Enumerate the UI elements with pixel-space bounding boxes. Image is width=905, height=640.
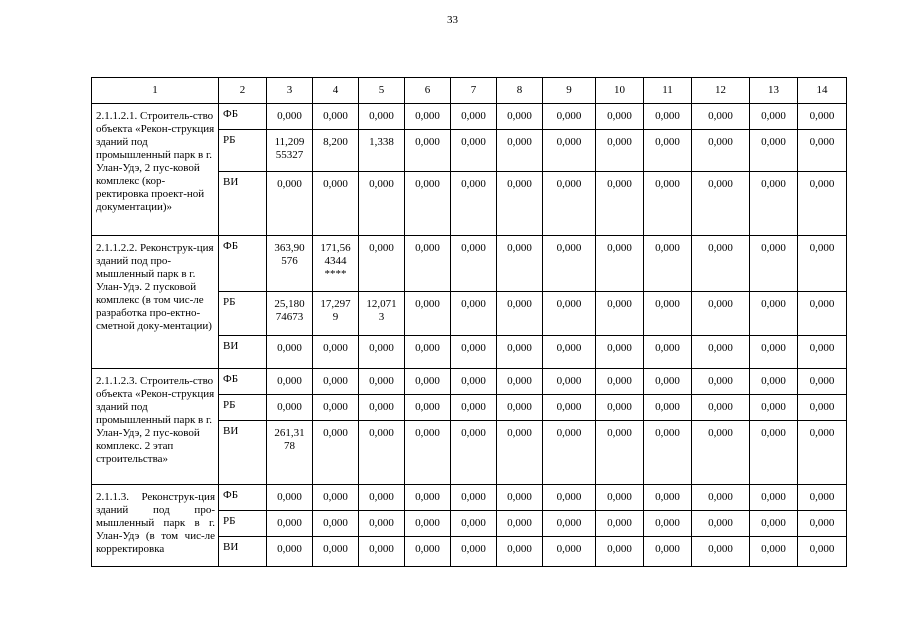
column-header: 1 xyxy=(92,78,219,104)
value-cell: 0,000 xyxy=(313,172,359,236)
value-cell: 0,000 xyxy=(405,172,451,236)
value-cell: 0,000 xyxy=(497,292,543,336)
value-cell: 0,000 xyxy=(359,485,405,511)
value-cell: 0,000 xyxy=(644,172,692,236)
column-header: 6 xyxy=(405,78,451,104)
value-cell: 0,000 xyxy=(644,236,692,292)
value-cell: 0,000 xyxy=(798,130,847,172)
value-cell: 0,000 xyxy=(543,537,596,567)
value-cell: 0,000 xyxy=(359,537,405,567)
value-cell: 0,000 xyxy=(543,336,596,369)
column-header: 8 xyxy=(497,78,543,104)
column-header: 3 xyxy=(267,78,313,104)
value-cell: 0,000 xyxy=(267,485,313,511)
value-cell: 0,000 xyxy=(692,130,750,172)
value-cell xyxy=(267,292,313,336)
value-cell: 0,000 xyxy=(359,172,405,236)
value-cell: 0,000 xyxy=(692,172,750,236)
value-cell: 0,000 xyxy=(692,236,750,292)
value-cell: 0,000 xyxy=(451,130,497,172)
value-cell: 0,000 xyxy=(750,511,798,537)
value-cell: 0,000 xyxy=(750,485,798,511)
value-line: 171,56 xyxy=(320,242,351,254)
column-header: 5 xyxy=(359,78,405,104)
value-cell: 0,000 xyxy=(692,292,750,336)
value-line: 4344 xyxy=(324,255,347,267)
value-cell: 0,000 xyxy=(644,130,692,172)
value-cell: 0,000 xyxy=(313,395,359,421)
value-cell: 0,000 xyxy=(596,236,644,292)
funding-source: ВИ xyxy=(219,172,267,236)
value-cell xyxy=(313,236,359,292)
value-line: 363,90 xyxy=(274,242,305,254)
column-header: 2 xyxy=(219,78,267,104)
value-cell: 0,000 xyxy=(359,104,405,130)
value-cell: 0,000 xyxy=(405,395,451,421)
value-cell: 0,000 xyxy=(798,421,847,485)
value-cell: 0,000 xyxy=(692,485,750,511)
value-line: 261,31 xyxy=(274,427,305,439)
funding-source: РБ xyxy=(219,292,267,336)
value-cell: 0,000 xyxy=(644,336,692,369)
column-header: 14 xyxy=(798,78,847,104)
value-cell: 0,000 xyxy=(405,511,451,537)
value-cell: 0,000 xyxy=(497,511,543,537)
funding-source: ФБ xyxy=(219,369,267,395)
value-cell: 0,000 xyxy=(359,369,405,395)
value-cell: 0,000 xyxy=(497,421,543,485)
value-cell: 0,000 xyxy=(359,336,405,369)
value-line: 55327 xyxy=(275,149,304,161)
value-cell: 0,000 xyxy=(750,172,798,236)
value-cell: 0,000 xyxy=(543,485,596,511)
column-header: 4 xyxy=(313,78,359,104)
value-line: 78 xyxy=(284,440,295,452)
value-cell: 0,000 xyxy=(497,395,543,421)
value-cell: 0,000 xyxy=(798,537,847,567)
value-cell: 0,000 xyxy=(451,485,497,511)
value-cell: 0,000 xyxy=(267,395,313,421)
value-cell: 1,338 xyxy=(359,130,405,172)
value-cell: 0,000 xyxy=(644,369,692,395)
value-cell: 0,000 xyxy=(497,369,543,395)
value-cell: 0,000 xyxy=(543,421,596,485)
value-cell: 0,000 xyxy=(596,421,644,485)
value-cell: 0,000 xyxy=(451,511,497,537)
value-cell: 0,000 xyxy=(692,511,750,537)
column-header: 11 xyxy=(644,78,692,104)
column-header: 13 xyxy=(750,78,798,104)
value-line: 11,209 xyxy=(274,136,305,148)
value-cell: 0,000 xyxy=(692,336,750,369)
funding-source: ФБ xyxy=(219,236,267,292)
value-cell: 0,000 xyxy=(644,485,692,511)
funding-source: ФБ xyxy=(219,104,267,130)
value-cell: 0,000 xyxy=(451,369,497,395)
column-header: 7 xyxy=(451,78,497,104)
value-cell: 0,000 xyxy=(596,172,644,236)
value-cell: 0,000 xyxy=(644,537,692,567)
funding-source: ВИ xyxy=(219,336,267,369)
funding-source: ВИ xyxy=(219,421,267,485)
value-line: 576 xyxy=(281,255,298,267)
item-label: 2.1.1.2.1. Строитель-ство объекта «Рекон-струкция зданий под промышленный парк в г. Улан-Удэ, 2 пус-ковой комплекс (кор-ректировка проект-ной документации)» xyxy=(92,104,219,236)
value-cell: 0,000 xyxy=(692,104,750,130)
value-cell: 0,000 xyxy=(798,236,847,292)
funding-source: РБ xyxy=(219,511,267,537)
column-header: 10 xyxy=(596,78,644,104)
value-cell: 0,000 xyxy=(798,104,847,130)
column-header: 12 xyxy=(692,78,750,104)
value-cell: 0,000 xyxy=(451,292,497,336)
value-cell xyxy=(267,130,313,172)
value-cell: 0,000 xyxy=(798,336,847,369)
value-cell: 0,000 xyxy=(267,336,313,369)
value-cell: 0,000 xyxy=(405,236,451,292)
value-cell: 0,000 xyxy=(497,130,543,172)
value-cell: 0,000 xyxy=(644,104,692,130)
value-cell: 0,000 xyxy=(405,369,451,395)
value-cell: 0,000 xyxy=(596,537,644,567)
value-cell: 0,000 xyxy=(497,537,543,567)
value-cell: 0,000 xyxy=(497,172,543,236)
header-row xyxy=(92,78,847,104)
value-cell: 0,000 xyxy=(596,395,644,421)
value-cell: 0,000 xyxy=(596,485,644,511)
value-cell xyxy=(267,421,313,485)
item-label: 2.1.1.2.3. Строитель-ство объекта «Рекон-струкция зданий под промышленный парк в г. Улан-Удэ, 2 пус-ковой комплекс. 2 этап строительства» xyxy=(92,369,219,485)
value-cell: 0,000 xyxy=(692,369,750,395)
item-label: 2.1.1.3. Реконструк-ция зданий под про-мышленный парк в г. Улан-Удэ (в том чис-ле корректировка xyxy=(92,485,219,567)
value-cell: 0,000 xyxy=(451,336,497,369)
value-cell: 0,000 xyxy=(543,104,596,130)
value-cell: 0,000 xyxy=(359,421,405,485)
value-line: 25,180 xyxy=(274,298,305,310)
value-cell: 0,000 xyxy=(750,236,798,292)
value-cell: 0,000 xyxy=(405,292,451,336)
value-cell: 0,000 xyxy=(267,369,313,395)
page-number: 33 xyxy=(447,14,458,26)
value-line: 12,071 xyxy=(366,298,397,310)
item-label: 2.1.1.2.2. Реконструк-ция зданий под про-мышленный парк в г. Улан-Удэ. 2 пусковой комплекс (в том чис-ле разработка про-ектно-сметной доку-ментации) xyxy=(92,236,219,369)
table-row xyxy=(92,104,847,130)
value-line: 17,297 xyxy=(320,298,351,310)
value-cell: 0,000 xyxy=(692,421,750,485)
funding-source: ФБ xyxy=(219,485,267,511)
value-cell xyxy=(267,236,313,292)
value-cell: 0,000 xyxy=(497,485,543,511)
funding-table xyxy=(91,77,847,567)
value-cell: 0,000 xyxy=(596,292,644,336)
value-cell: 0,000 xyxy=(267,537,313,567)
table-row xyxy=(92,369,847,395)
value-cell: 0,000 xyxy=(267,172,313,236)
value-cell: 0,000 xyxy=(313,511,359,537)
value-cell: 0,000 xyxy=(543,172,596,236)
funding-source: РБ xyxy=(219,395,267,421)
value-cell: 0,000 xyxy=(596,130,644,172)
value-cell: 8,200 xyxy=(313,130,359,172)
value-cell: 0,000 xyxy=(497,336,543,369)
value-cell: 0,000 xyxy=(644,511,692,537)
value-cell: 0,000 xyxy=(267,104,313,130)
value-line: **** xyxy=(324,268,347,280)
value-cell: 0,000 xyxy=(596,511,644,537)
value-cell: 0,000 xyxy=(405,537,451,567)
value-cell: 0,000 xyxy=(750,104,798,130)
value-line: 9 xyxy=(332,311,339,323)
value-cell: 0,000 xyxy=(405,104,451,130)
value-cell: 0,000 xyxy=(451,537,497,567)
value-cell: 0,000 xyxy=(798,292,847,336)
value-cell: 0,000 xyxy=(798,395,847,421)
value-cell: 0,000 xyxy=(543,236,596,292)
value-cell: 0,000 xyxy=(750,130,798,172)
value-cell: 0,000 xyxy=(497,104,543,130)
value-cell xyxy=(359,292,405,336)
value-cell: 0,000 xyxy=(543,130,596,172)
value-cell: 0,000 xyxy=(596,104,644,130)
value-cell: 0,000 xyxy=(359,236,405,292)
value-cell: 0,000 xyxy=(798,369,847,395)
funding-source: ВИ xyxy=(219,537,267,567)
value-cell: 0,000 xyxy=(451,104,497,130)
value-cell: 0,000 xyxy=(750,292,798,336)
value-cell: 0,000 xyxy=(596,369,644,395)
value-cell: 0,000 xyxy=(359,395,405,421)
value-cell: 0,000 xyxy=(644,395,692,421)
value-cell: 0,000 xyxy=(750,395,798,421)
value-cell: 0,000 xyxy=(798,172,847,236)
value-cell: 0,000 xyxy=(359,511,405,537)
table-row xyxy=(92,485,847,511)
value-cell: 0,000 xyxy=(313,369,359,395)
column-header: 9 xyxy=(543,78,596,104)
value-cell: 0,000 xyxy=(497,236,543,292)
value-cell xyxy=(313,292,359,336)
value-cell: 0,000 xyxy=(313,421,359,485)
value-cell: 0,000 xyxy=(798,511,847,537)
value-cell: 0,000 xyxy=(798,485,847,511)
value-cell: 0,000 xyxy=(644,292,692,336)
value-cell: 0,000 xyxy=(405,130,451,172)
value-cell: 0,000 xyxy=(750,421,798,485)
value-cell: 0,000 xyxy=(451,421,497,485)
value-cell: 0,000 xyxy=(644,421,692,485)
value-cell: 0,000 xyxy=(313,104,359,130)
funding-source: РБ xyxy=(219,130,267,172)
value-cell: 0,000 xyxy=(692,537,750,567)
value-cell: 0,000 xyxy=(451,236,497,292)
value-line: 3 xyxy=(378,311,385,323)
value-cell: 0,000 xyxy=(596,336,644,369)
value-cell: 0,000 xyxy=(405,485,451,511)
value-cell: 0,000 xyxy=(451,395,497,421)
value-cell: 0,000 xyxy=(750,336,798,369)
value-cell: 0,000 xyxy=(692,395,750,421)
value-cell: 0,000 xyxy=(543,395,596,421)
value-cell: 0,000 xyxy=(451,172,497,236)
value-cell: 0,000 xyxy=(543,369,596,395)
value-line: 74673 xyxy=(275,311,304,323)
value-cell: 0,000 xyxy=(543,511,596,537)
value-cell: 0,000 xyxy=(405,336,451,369)
value-cell: 0,000 xyxy=(543,292,596,336)
value-cell: 0,000 xyxy=(313,336,359,369)
value-cell: 0,000 xyxy=(267,511,313,537)
value-cell: 0,000 xyxy=(405,421,451,485)
value-cell: 0,000 xyxy=(313,485,359,511)
value-cell: 0,000 xyxy=(750,537,798,567)
table-row xyxy=(92,236,847,292)
value-cell: 0,000 xyxy=(750,369,798,395)
value-cell: 0,000 xyxy=(313,537,359,567)
